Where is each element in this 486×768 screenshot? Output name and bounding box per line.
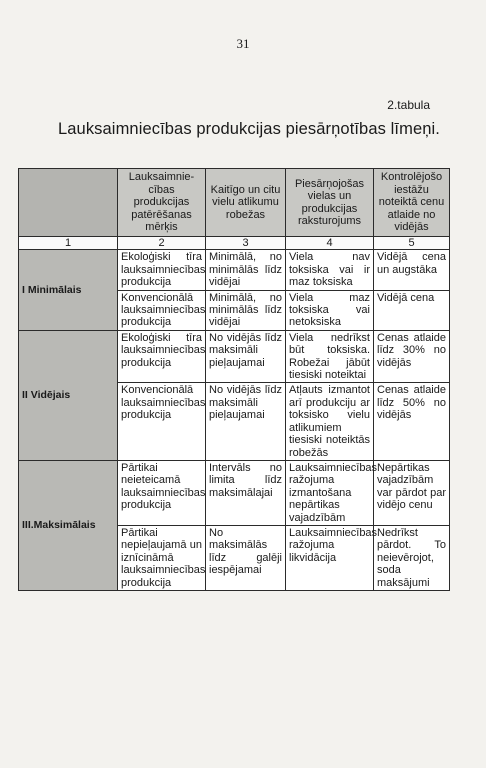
cell-limits: Minimālā, no minimālās līdz vidējai (206, 290, 286, 330)
cell-purpose: Konvencionālā lauksaimniecības produkcija (118, 383, 206, 460)
level-minimal: I Minimālais (19, 250, 118, 330)
cell-description: Atļauts izmantot arī produkciju ar toksisko vielu atlikumiem tiesiski noteiktās robežās (286, 383, 374, 460)
cell-purpose: Konvencionālā lauksaimniecības produkcija (118, 290, 206, 330)
table-title: Lauksaimniecības produkcijas piesārņotības līmeņi. (58, 120, 440, 138)
cell-discount: Nedrīkst pārdot. To neievērojot, soda maksājumi (374, 525, 450, 590)
cell-discount: Cenas atlaide līdz 50% no vidējās (374, 383, 450, 460)
cell-purpose: Ekoloģiski tīra lauksaimniecības produkcija (118, 330, 206, 383)
header-purpose: Lauksaimnie-cības produkcijas patērēšanas mērķis (118, 169, 206, 237)
table-label: 2.tabula (387, 98, 430, 112)
bleed-through-text (48, 70, 448, 84)
header-residue-limits: Kaitīgo un citu vielu atlikumu robežas (206, 169, 286, 237)
column-number: 1 (19, 237, 118, 250)
cell-discount: Cenas atlaide līdz 30% no vidējās (374, 330, 450, 383)
column-number: 5 (374, 237, 450, 250)
cell-description: Viela nav toksiska vai ir maz toksiska (286, 250, 374, 290)
cell-discount: Vidējā cena (374, 290, 450, 330)
cell-limits: Intervāls no limita līdz maksimālajai (206, 460, 286, 525)
cell-limits: No maksimālās līdz galēji iespējamai (206, 525, 286, 590)
table-row (19, 330, 450, 383)
table-row (19, 250, 450, 290)
column-number: 4 (286, 237, 374, 250)
cell-purpose: Pārtikai neieteicamā lauksaimniecības produkcija (118, 460, 206, 525)
cell-description: Lauksaimniecības ražojuma izmantošana nepārtikas vajadzībām (286, 460, 374, 525)
level-maximal: III.Maksimālais (19, 460, 118, 590)
cell-purpose: Pārtikai nepieļaujamā un iznīcināmā lauksaimniecības produkcija (118, 525, 206, 590)
cell-limits: No vidējās līdz maksimāli pieļaujamai (206, 330, 286, 383)
column-number-row (19, 237, 450, 250)
cell-description: Lauksaimniecības ražojuma likvidācija (286, 525, 374, 590)
level-medium: II Vidējais (19, 330, 118, 460)
column-number: 2 (118, 237, 206, 250)
header-level-cell (19, 169, 118, 237)
cell-discount: Nepārtikas vajadzībām var pārdot par vidējo cenu (374, 460, 450, 525)
cell-purpose: Ekoloģiski tīra lauksaimniecības produkcija (118, 250, 206, 290)
page-number: 31 (236, 36, 250, 51)
cell-limits: Minimālā, no minimālās līdz vidējai (206, 250, 286, 290)
pollution-levels-table (18, 168, 449, 591)
cell-discount: Vidējā cena un augstāka (374, 250, 450, 290)
table-row (19, 460, 450, 525)
header-price-discount: Kontrolējošo iestāžu noteiktā cenu atlaide no vidējās (374, 169, 450, 237)
cell-limits: No vidējās līdz maksimāli pieļaujamai (206, 383, 286, 460)
cell-description: Viela nedrīkst būt toksiska. Robežai jābūt tiesiski noteiktai (286, 330, 374, 383)
column-number: 3 (206, 237, 286, 250)
header-pollutant-description: Piesārņojošas vielas un produkcijas raksturojums (286, 169, 374, 237)
cell-description: Viela maz toksiska vai netoksiska (286, 290, 374, 330)
